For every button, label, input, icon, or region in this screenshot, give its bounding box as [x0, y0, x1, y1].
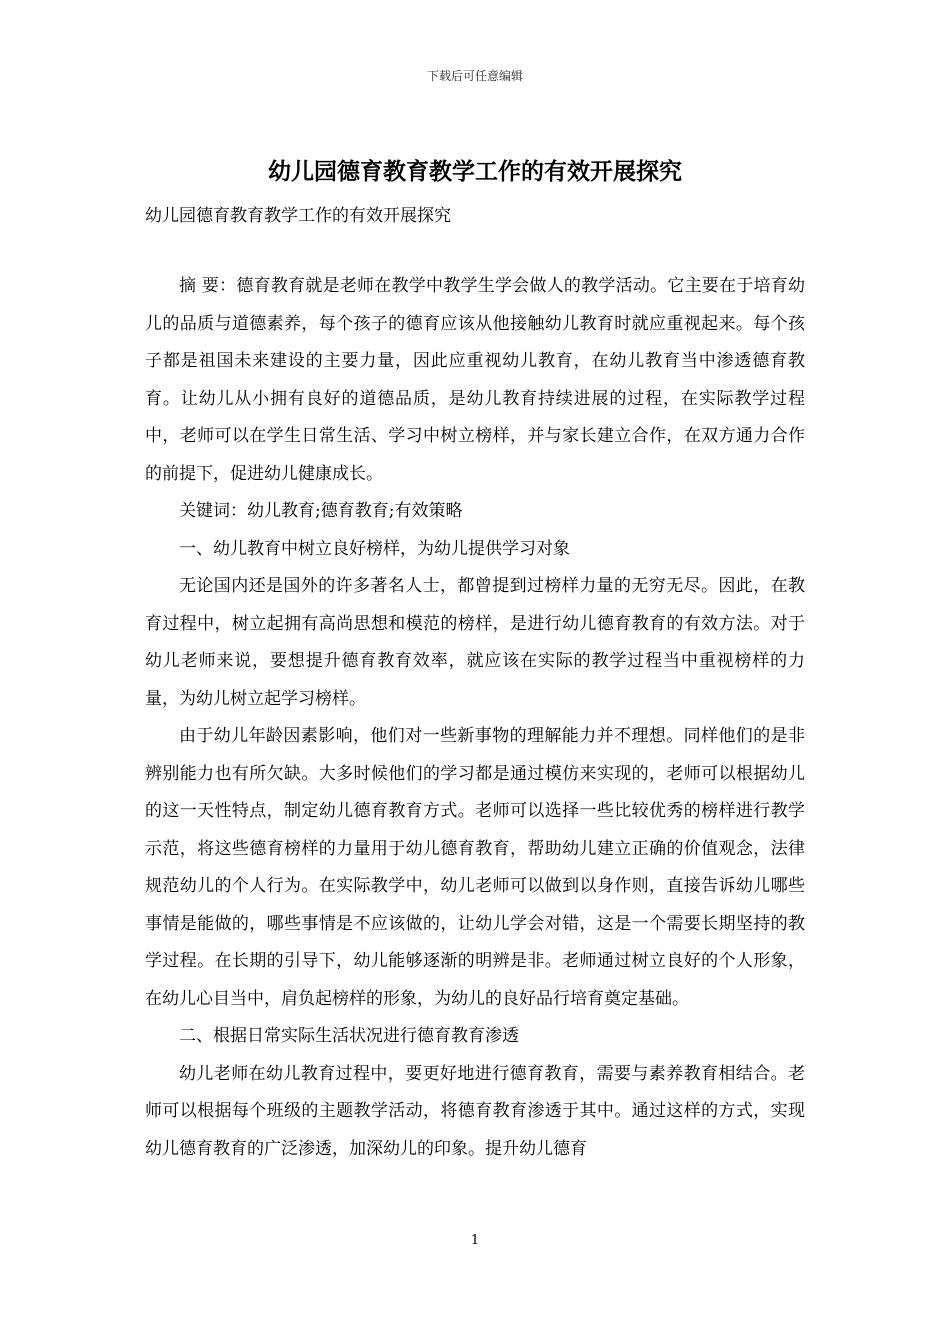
- document-body: [145, 268, 805, 1168]
- keywords-paragraph: 关键词：幼儿教育;德育教育;有效策略: [179, 501, 463, 521]
- page-header-note: 下载后可任意编辑: [426, 69, 523, 83]
- document-subtitle: 幼儿园德育教育教学工作的有效开展探究: [145, 206, 451, 226]
- body-paragraph: 幼儿老师在幼儿教育过程中，要更好地进行德育教育，需要与素养教育相结合。老师可以根据每个班级的主题教学活动，将德育教育渗透于其中。通过这样的方式，实现幼儿德育教育的广泛渗透，加深幼儿的印象。提升幼儿德育: [145, 1063, 805, 1159]
- abstract-paragraph: 摘 要：德育教育就是老师在教学中教学生学会做人的教学活动。它主要在于培育幼儿的品质与道德素养，每个孩子的德育应该从他接触幼儿教育时就应重视起来。每个孩子都是祖国未来建设的主要力量，因此应重视幼儿教育，在幼儿教育当中渗透德育教育。让幼儿从小拥有良好的道德品质，是幼儿教育持续进展的过程，在实际教学过程中，老师可以在学生日常生活、学习中树立榜样，并与家长建立合作，在双方通力合作的前提下，促进幼儿健康成长。: [145, 276, 805, 484]
- body-paragraph: 由于幼儿年龄因素影响，他们对一些新事物的理解能力并不理想。同样他们的是非辨别能力也有所欠缺。大多时候他们的学习都是通过模仿来实现的，老师可以根据幼儿的这一天性特点，制定幼儿德育教育方式。老师可以选择一些比较优秀的榜样进行教学示范，将这些德育榜样的力量用于幼儿德育教育，帮助幼儿建立正确的价值观念，法律规范幼儿的个人行为。在实际教学中，幼儿老师可以做到以身作则，直接告诉幼儿哪些事情是能做的，哪些事情是不应该做的，让幼儿学会对错，这是一个需要长期坚持的教学过程。在长期的引导下，幼儿能够逐渐的明辨是非。老师通过树立良好的个人形象，在幼儿心目当中，肩负起榜样的形象，为幼儿的良好品行培育奠定基础。: [145, 726, 805, 1009]
- page-number: 1: [470, 1233, 480, 1248]
- document-title: 幼儿园德育教育教学工作的有效开展探究: [268, 158, 682, 185]
- section-heading-2: 二、根据日常实际生活状况进行德育教育渗透: [179, 1026, 519, 1046]
- section-heading-1: 一、幼儿教育中树立良好榜样，为幼儿提供学习对象: [179, 538, 570, 559]
- body-paragraph: 无论国内还是国外的许多著名人士，都曾提到过榜样力量的无穷无尽。因此，在教育过程中，树立起拥有高尚思想和模范的榜样，是进行幼儿德育教育的有效方法。对于幼儿老师来说，要想提升德育教育效率，就应该在实际的教学过程当中重视榜样的力量，为幼儿树立起学习榜样。: [145, 576, 805, 709]
